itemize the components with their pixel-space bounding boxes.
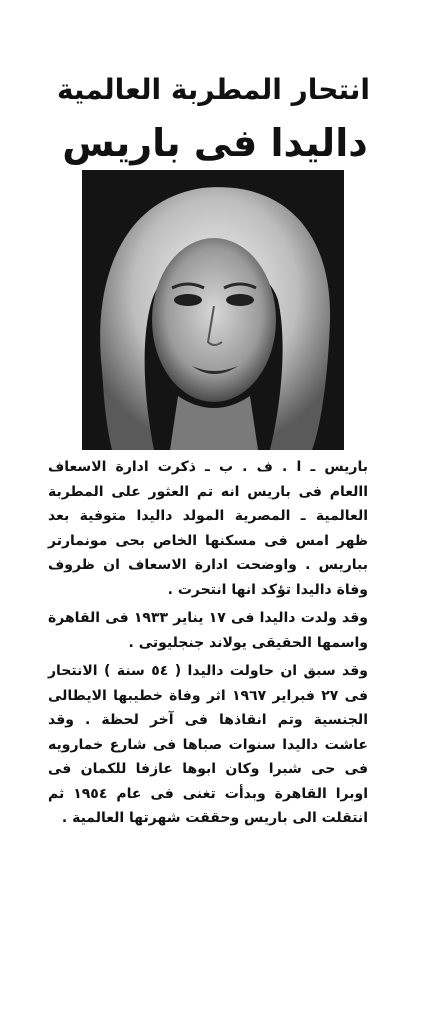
article-paragraph-1: باريس ـ ا . ف . ب ـ ذكرت ادارة الاسعاف االعام فى باريس انه تم العثور على المطربة العالمية ـ المصرية المولد داليدا متوفية بعد ظهر امس فى مسكنها الخاص بحى مونمارتر بباريس . واوضحت ادارة الاسعاف ان ظروف وفاة داليدا تؤكد انها انتحرت . [48, 459, 368, 598]
portrait-photo [82, 170, 344, 450]
headline-line-2: داليدا فى باريس [62, 121, 368, 165]
article-body [48, 455, 368, 835]
article-paragraph-3: وقد سبق ان حاولت داليدا ( ٥٤ سنة ) الانتحار فى ٢٧ فبراير ١٩٦٧ اثر وفاة خطيبها الايطالى الجنسية وتم انقاذها فى آخر لحظة . وقد عاشت داليدا سنوات صباها فى شارع خمارويه فى حى شبرا وكان ابوها عازفا للكمان فى اوبرا القاهرة وبدأت تغنى فى عام ١٩٥٤ ثم انتقلت الى باريس وحققت شهرتها العالمية . [48, 663, 368, 826]
headline-line-1: انتحار المطربة العالمية [56, 73, 370, 106]
article-paragraph-2: وقد ولدت داليدا فى ١٧ يناير ١٩٣٣ فى القاهرة واسمها الحقيقى يولاند جنجليوتى . [48, 610, 368, 651]
